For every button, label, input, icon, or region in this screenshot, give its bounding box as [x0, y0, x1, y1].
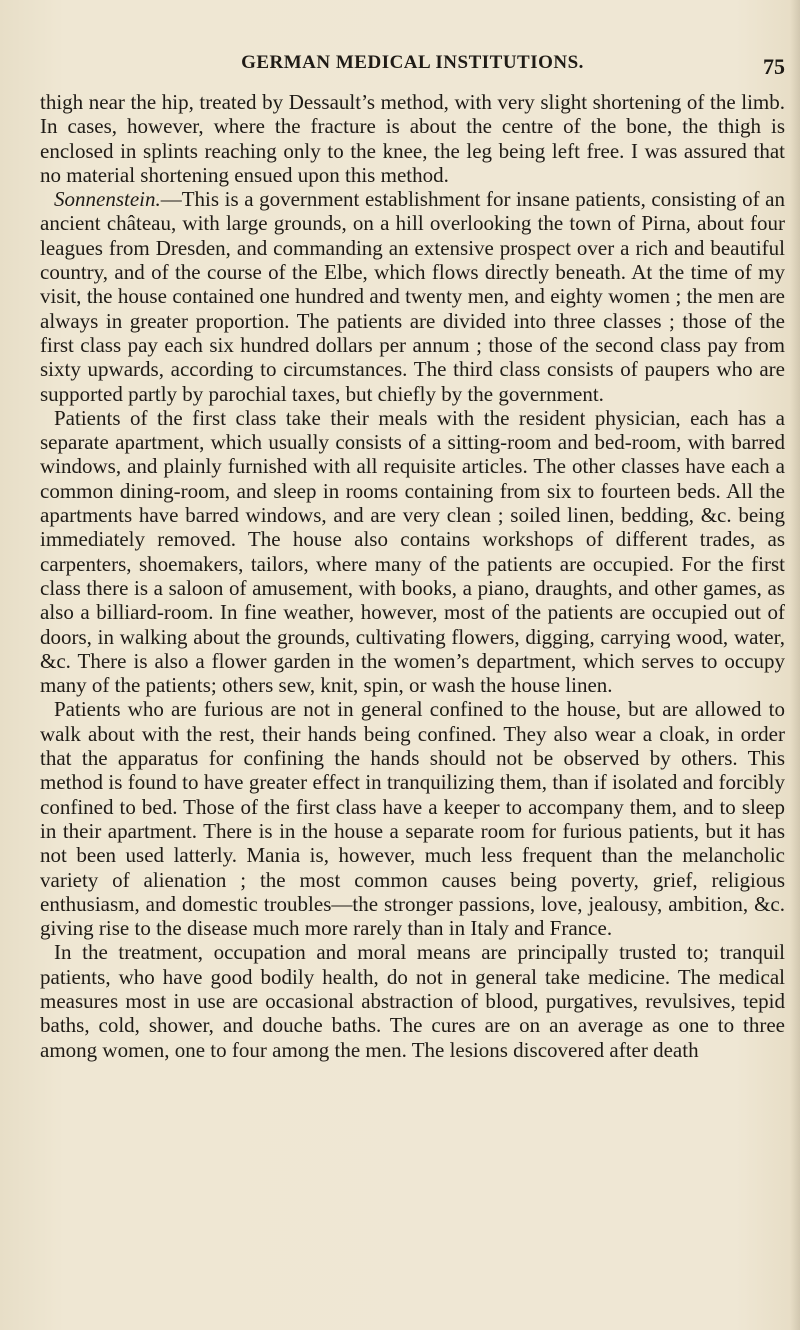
- paragraph: [40, 90, 785, 187]
- page-edge-shadow: [790, 0, 800, 1330]
- paragraph: [40, 406, 785, 698]
- page-number: 75: [763, 54, 785, 79]
- page-header: [40, 52, 785, 82]
- section-title: Sonnenstein.: [54, 187, 161, 212]
- paragraph: [40, 697, 785, 940]
- running-head: GERMAN MEDICAL INSTITUTIONS.: [241, 52, 584, 73]
- body-text: [40, 90, 785, 1062]
- paragraph-text: thigh near the hip, treated by Dessault’s method, with very slight shortening of the limb. In cases, however, where the fracture is about the centre of the bone, the thigh is enclosed in splints reaching only to the knee, the leg being left free. I was assured that no material shortening ensued upon this method.: [40, 90, 785, 187]
- paragraph: [40, 940, 785, 1061]
- paragraph-text: —This is a government establishment for insane patients, consisting of an ancient château, with large grounds, on a hill overlooking the town of Pirna, about four leagues from Dresden, and commanding an extensive prospect over a rich and beautiful country, and of the course of the Elbe, which flows directly beneath. At the time of my visit, the house contained one hundred and twenty men, and eighty women ; the men are always in greater proportion. The patients are divided into three classes ; those of the first class pay each six hundred dollars per annum ; those of the second class pay from sixty upwards, according to circumstances. The third class consists of paupers who are supported partly by parochial taxes, but chiefly by the government.: [40, 187, 785, 406]
- paragraph-text: Patients who are furious are not in general confined to the house, but are allowed to walk about with the rest, their hands being confined. They also wear a cloak, in order that the apparatus for confining the hands should not be observed by others. This method is found to have greater effect in tranquilizing them, than if isolated and forcibly confined to bed. Those of the first class have a keeper to accompany them, and to sleep in their apartment. There is in the house a separate room for furious patients, but it has not been used latterly. Mania is, however, much less frequent than the melancholic variety of alienation ; the most common causes being poverty, grief, religious enthusiasm, and domestic troubles—the stronger passions, love, jealousy, ambition, &c. giving rise to the disease much more rarely than in Italy and France.: [40, 697, 785, 941]
- paragraph-text: Patients of the first class take their meals with the resident physician, each has a separate apartment, which usually consists of a sitting-room and bed-room, with barred windows, and plainly furnished with all requisite articles. The other classes have each a common dining-room, and sleep in rooms containing from six to fourteen beds. All the apartments have barred windows, and are very clean ; soiled linen, bedding, &c. being immediately removed. The house also contains workshops of different trades, as carpenters, shoemakers, tailors, where many of the patients are occupied. For the first class there is a saloon of amusement, with books, a piano, draughts, and other games, as also a billiard-room. In fine weather, however, most of the patients are occupied out of doors, in walking about the grounds, cultivating flowers, digging, carrying wood, water, &c. There is also a flower garden in the women’s department, which serves to occupy many of the patients; others sew, knit, spin, or wash the house linen.: [40, 405, 785, 698]
- paragraph-text: In the treatment, occupation and moral means are principally trusted to; tranquil patients, who have good bodily health, do not in general take medicine. The medical measures most in use are occasional abstraction of blood, purgatives, revulsives, tepid baths, cold, shower, and douche baths. The cures are on an average as one to three among women, one to four among the men. The lesions discovered after death: [40, 940, 785, 1062]
- paragraph: [40, 187, 785, 406]
